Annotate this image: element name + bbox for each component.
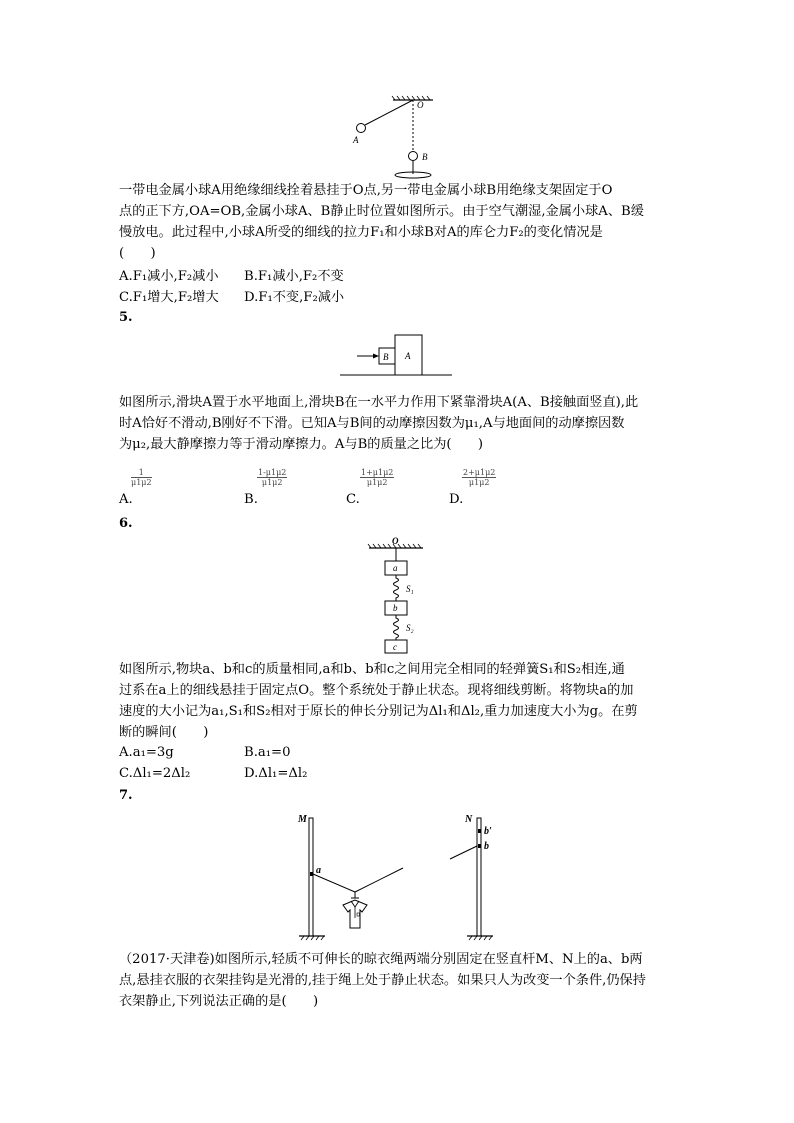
q4-option-c: C.F₁增大,F₂增大 [119, 290, 219, 305]
q7-number: 7. [119, 788, 133, 803]
q7-figure [295, 806, 500, 944]
q7-line-1: （2017·天津卷)如图所示,轻质不可伸长的晾衣绳两端分别固定在竖直杆M、N上的a、b两 [119, 952, 643, 967]
q6-figure [365, 536, 435, 654]
q6-line-2: 过系在a上的细线悬挂于固定点O。整个系统处于静止状态。现将细线剪断。将物块a的加 [119, 683, 634, 698]
q6-label-s2: S₂ [406, 623, 414, 633]
q6-option-b: B.a₁=0 [244, 745, 291, 760]
q4-line-1: 一带电金属小球A用绝缘细线拴着悬挂于O点,另一带电金属小球B用绝缘支架固定于O [119, 183, 613, 198]
q6-line-1: 如图所示,物块a、b和c的质量相同,a和b、b和c之间用完全相同的轻弹簧S₁和S₂相连,通 [119, 662, 625, 677]
q4-label-a: A [353, 135, 359, 145]
q6-label-c: c [393, 642, 397, 652]
q6-line-4: 断的瞬间( ) [119, 725, 209, 740]
q6-label-b: b [393, 603, 398, 613]
q5-option-c-letter: C. [346, 492, 360, 507]
q6-option-a: A.a₁=3g [119, 745, 174, 760]
q5-line-2: 时A恰好不滑动,B刚好不下滑。已知A与B间的动摩擦因数为μ₁,A与地面间的动摩擦因数 [119, 416, 625, 431]
q7-label-m: M [298, 814, 307, 825]
q6-label-a: a [393, 563, 398, 573]
q7-label-n: N [465, 814, 473, 825]
q4-option-a: A.F₁减小,F₂减小 [119, 269, 219, 284]
q5-figure [340, 333, 455, 379]
q5-line-1: 如图所示,滑块A置于水平地面上,滑块B在一水平力作用下紧靠滑块A(A、B接触面竖直),此 [119, 395, 639, 410]
q5-option-c-fraction: $\frac{1+\mu 1\mu 2}{\mu 1\mu 2}$ [361, 468, 394, 487]
q6-label-s1: S₁ [406, 584, 414, 594]
q7-line-3: 衣架静止,下列说法正确的是( ) [119, 994, 319, 1009]
q5-option-d-fraction: $\frac{2+\mu 1\mu 2}{\mu 1\mu 2}$ [463, 468, 496, 487]
q4-line-4: ( ) [119, 246, 156, 261]
q5-option-a-fraction: $\frac{1}{\mu 1\mu 2}$ [131, 468, 152, 487]
q5-option-b-fraction: $\frac{1-\mu 1\mu 2}{\mu 1\mu 2}$ [258, 468, 287, 487]
q6-line-3: 速度的大小记为a₁,S₁和S₂相对于原长的伸长分别记为Δl₁和Δl₂,重力加速度大小为g。在剪 [119, 704, 638, 719]
q4-figure [345, 92, 455, 180]
q7-label-b: b [484, 841, 489, 852]
q4-option-d: D.F₁不变,F₂减小 [244, 290, 345, 305]
q4-label-o: O [417, 100, 424, 110]
q6-option-c: C.Δl₁=2Δl₂ [119, 766, 191, 781]
q4-label-b: B [422, 152, 428, 162]
q6-option-d: D.Δl₁=Δl₂ [244, 766, 308, 781]
q5-option-b-letter: B. [244, 492, 258, 507]
q4-option-b: B.F₁减小,F₂不变 [244, 269, 344, 284]
q4-line-2: 点的正下方,OA=OB,金属小球A、B静止时位置如图所示。由于空气潮湿,金属小球A、B缓 [119, 204, 644, 219]
q6-label-o: O [392, 536, 399, 546]
q5-label-a: A [405, 351, 411, 361]
q6-number: 6. [119, 516, 133, 531]
q7-line-2: 点,悬挂衣服的衣架挂钩是光滑的,挂于绳上处于静止状态。如果只人为改变一个条件,仍保持 [119, 973, 646, 988]
q5-number: 5. [119, 310, 133, 325]
q5-option-a-letter: A. [119, 492, 133, 507]
q7-label-a: a [316, 865, 321, 876]
q7-label-bp: b′ [484, 826, 492, 837]
q5-line-3: 为μ₂,最大静摩擦力等于滑动摩擦力。A与B的质量之比为( ) [119, 437, 484, 452]
q5-label-b: B [383, 352, 389, 362]
q5-option-d-letter: D. [449, 492, 464, 507]
q4-line-3: 慢放电。此过程中,小球A所受的细线的拉力F₁和小球B对A的库仑力F₂的变化情况是 [119, 225, 603, 240]
